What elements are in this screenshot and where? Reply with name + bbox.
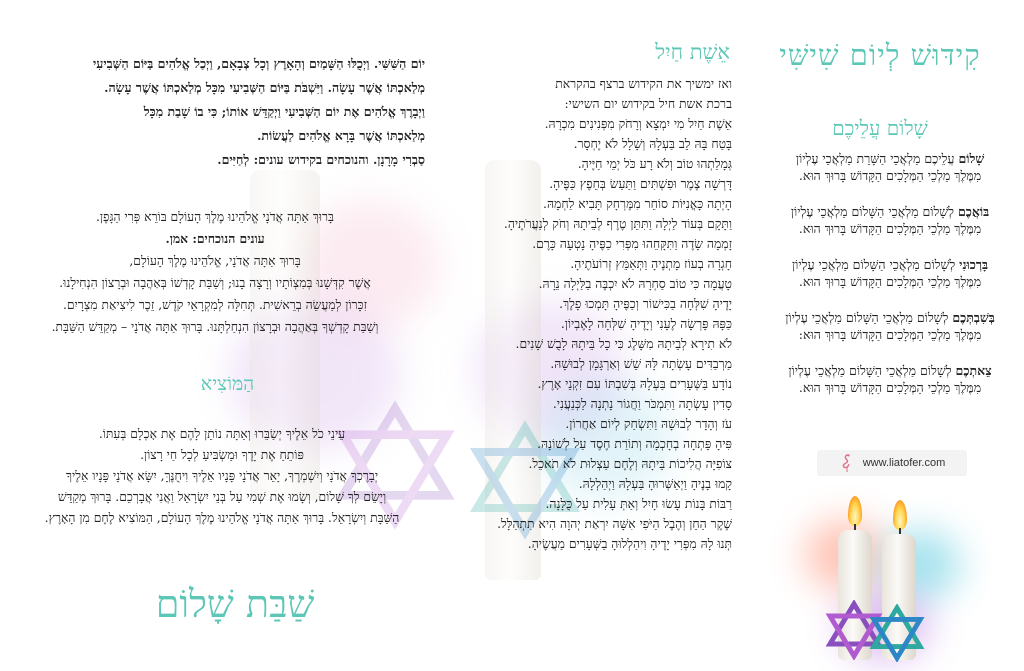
verse-line: גְּמָלַתְהוּ טוֹב וְלֹא רָע כֹּל יְמֵי חַיֶּיהָ. — [577, 157, 732, 171]
verse-4-bold: בְּשִׁבְתְּכֶם — [952, 310, 995, 325]
verse-line: נוֹדָע בַּשְּׁעָרִים בַּעְלָהּ בְּשִׁבְתּוֹ עִם זִקְנֵי אָרֶץ. — [537, 377, 732, 391]
verse-line: רַבּוֹת בָּנוֹת עָשׂוּ חָיִל וְאַתְּ עָלִית עַל כֻּלָּנָה. — [545, 497, 732, 511]
verse-5-line2: מִמֶּלֶךְ מַלְכֵי הַמְּלָכִים הַקָּדוֹשׁ בָּרוּךְ הוּא. — [798, 380, 982, 395]
verse-line: מַרְבַדִּים עָשְׂתָה לָּהּ שֵׁשׁ וְאַרְגָּמָן לְבוּשָׁהּ. — [550, 357, 732, 371]
verse-line: בָּטַח בָּהּ לֵב בַּעְלָהּ וְשָׁלָל לֹא יֶחְסָר. — [573, 137, 732, 151]
eshet-chayil-title: אֵשֶׁת חַיִל — [655, 40, 730, 64]
hamotzi-text — [7, 424, 437, 529]
motzi-line: עֵינֵי כֹל אֵלֶיךָ יְשַׂבֵּרוּ וְאַתָּה נוֹתֵן לָהֶם אֶת אָכְלָם בְּעִתּוֹ. — [98, 427, 346, 441]
verse-4-text: לְשָׁלוֹם מַלְאֲכֵי הַשָּׁלוֹם מַלְאֲכֵי עֶלְיוֹן — [785, 310, 949, 325]
intro-line-2: ברכת אשת חיל בקידוש יום השישי: — [564, 97, 732, 111]
verse-line: חָגְרָה בְעוֹז מָתְנֶיהָ וַתְּאַמֵּץ זְרוֹעֹתֶיהָ. — [570, 257, 732, 271]
shalom-aleichem-heading: שָׁלוֹם עֲלֵיכֶם — [832, 116, 928, 140]
hamotzi-title: הַמּוֹצִיא — [200, 373, 255, 395]
motzi-line: יְבָרֶכְךָ אֲדֹנָי וְיִשְׁמְרֶךָ, יָאֵר אֲדֹנָי פָּנָיו אֵלֶיךָ וִיחֻנֶּךָּ, יִשָּׂא אֲדֹנָי פָּנָיו אֵלֶיךָ — [65, 469, 379, 483]
verse-2 — [770, 203, 1010, 237]
verse-3-bold: בָּרְכוּנִי — [959, 257, 988, 272]
vayechulu-line: מְלַאכְתּוֹ אֲשֶׁר בָּרָא אֱלֹהִים לַעֲשׂוֹת. — [257, 128, 425, 143]
vayechulu-line: מְלַאכְתּוֹ אֲשֶׁר עָשָׂה. וַיִּשְׁבֹּת בַּיּוֹם הַשְּׁבִיעִי מִכָּל מְלַאכְתּוֹ אֲשֶׁר עָשָׂה. — [104, 80, 425, 95]
verse-3-line2: מִמֶּלֶךְ מַלְכֵי הַמְּלָכִים הַקָּדוֹשׁ בָּרוּךְ הוּא. — [798, 274, 982, 289]
kiddush-line: בָּרוּךְ אַתָּה אֲדֹנָי אֱלֹהֵינוּ מֶלֶךְ הָעוֹלָם בּוֹרֵא פְּרִי הַגָּפֶן. — [96, 210, 334, 224]
amen-response: עונים הנוכחים: אמן. — [165, 231, 265, 246]
shalom-aleichem-verses — [770, 150, 1010, 415]
verse-2-bold: בּוֹאֲכֶם — [958, 204, 990, 219]
website-badge[interactable] — [817, 450, 967, 476]
verse-line: לֹא תִירָא לְבֵיתָהּ מִשָּׁלֶג כִּי כָל בֵּיתָהּ לָבֻשׁ שָׁנִים. — [515, 337, 732, 351]
kiddush-title: קִידּוּשׁ לְיוֹם שִׁישִּׁי — [779, 38, 981, 72]
verse-line: עֹז וְהָדָר לְבוּשָׁהּ וַתִּשְׂחַק לְיוֹם אַחֲרוֹן. — [565, 417, 732, 431]
motzi-line: וְיָשֵׂם לְךָ שָׁלוֹם, וְשָׂמוּ אֶת שְׁמִי עַל בְּנֵי יִשְׂרָאֵל וַאֲנִי אֲבָרְכֵם. בָּרוּךְ מְקַדֵּשׁ — [57, 490, 387, 504]
verse-line: וַתָּקָם בְּעוֹד לַיְלָה וַתִּתֵּן טֶרֶף לְבֵיתָהּ וְחֹק לְנַעֲרֹתֶיהָ. — [503, 217, 732, 231]
verse-line: סָדִין עָשְׂתָה וַתִּמְכֹּר וַחֲגוֹר נָתְנָה לַכְּנַעֲנִי. — [552, 397, 732, 411]
flame-icon — [848, 496, 862, 526]
verse-line: שֶׁקֶר הַחֵן וְהֶבֶל הַיֹּפִי אִשָּׁה יִרְאַת יְהוָה הִיא תִתְהַלָּל. — [497, 517, 732, 531]
verse-5 — [770, 362, 1010, 396]
panel-eshet-chayil — [455, 0, 760, 671]
verse-1-line2: מִמֶּלֶךְ מַלְכֵי הַמְּלָכִים הַקָּדוֹשׁ בָּרוּךְ הוּא. — [798, 168, 982, 183]
panel-shalom-aleichem — [760, 0, 1024, 671]
verse-line: פִּיהָ פָּתְחָה בְחָכְמָה וְתוֹרַת חֶסֶד עַל לְשׁוֹנָהּ. — [537, 437, 732, 451]
verse-2-text: לְשָׁלוֹם מַלְאֲכֵי הַשָּׁלוֹם מַלְאֲכֵי עֶלְיוֹן — [790, 204, 955, 219]
verse-1 — [770, 150, 1010, 184]
flame-icon — [893, 500, 907, 530]
verse-line: זָמְמָה שָׂדֶה וַתִּקָּחֵהוּ מִפְּרִי כַפֶּיהָ נָטְעָה כָּרֶם. — [532, 237, 732, 251]
flamingo-icon — [839, 453, 855, 473]
vayechulu-text — [25, 52, 425, 172]
website-link[interactable]: www.liatofer.com — [862, 457, 946, 469]
vayechulu-line: וַיְבָרֶךְ אֱלֹהִים אֶת יוֹם הַשְּׁבִיעִי וַיְקַדֵּשׁ אוֹתוֹ; כִּי בוֹ שָׁבַת מִכָּל — [143, 104, 425, 119]
verse-3 — [770, 256, 1010, 290]
verse-1-bold: שָׁלוֹם — [958, 151, 985, 166]
intro-line-1: ואז ימשיך את הקידוש ברצף בהקראת — [555, 77, 732, 91]
motzi-line: פּוֹתֵחַ אֶת יָדֶךָ וּמַשְׂבִּיעַ לְכָל חַי רָצוֹן. — [140, 448, 304, 462]
verse-line: דָּרְשָׁה צֶמֶר וּפִשְׁתִּים וַתַּעַשׂ בְּחֵפֶץ כַּפֶּיהָ. — [549, 177, 732, 191]
verse-line: צוֹפִיָּה הֲלִיכוֹת בֵּיתָהּ וְלֶחֶם עַצְלוּת לֹא תֹאכֵל. — [528, 457, 732, 471]
verse-1-text: עֲלֵיכֶם מַלְאֲכֵי הַשָּׁרֵת מַלְאֲכֵי עֶלְיוֹן — [795, 151, 955, 166]
verse-5-text: לְשָׁלוֹם מַלְאֲכֵי הַשָּׁלוֹם מַלְאֲכֵי עֶלְיוֹן — [788, 363, 952, 378]
kiddush-line: זִכָּרוֹן לְמַעֲשֵׂה בְרֵאשִׁית. תְּחִלָּה לְמִקְרָאֵי קֹדֶשׁ, זֵכֶר לִיצִיאַת מִצְרָיִם. — [62, 298, 368, 312]
shabbat-shalom-footer: שַׁבַּת שָׁלוֹם — [155, 582, 315, 626]
kiddush-line: בָּרוּךְ אַתָּה אֲדֹנָי, אֱלֹהֵינוּ מֶלֶךְ הָעוֹלָם, — [129, 254, 301, 268]
panel-kiddush-motzi — [0, 0, 455, 671]
verse-line: טָעֲמָה כִּי טוֹב סַחְרָהּ לֹא יִכְבֶּה בַלַּיְלָה נֵרָהּ. — [538, 277, 732, 291]
verse-4-line2: מִמֶּלֶךְ מַלְכֵי הַמְּלָכִים הַקָּדוֹשׁ בָּרוּךְ הוּא: — [798, 327, 982, 342]
verse-line: קָמוּ בָנֶיהָ וַיְאַשְּׁרוּהָ בַּעְלָהּ וַיְהַלְלָהּ. — [578, 477, 732, 491]
motzi-line: הַשַּׁבָּת וְיִשְׂרָאֵל. בָּרוּךְ אַתָּה אֲדֹנָי אֱלֹהֵינוּ מֶלֶךְ הָעוֹלָם, הַמּוֹצִיא לֶחֶם מִן הָאָרֶץ. — [44, 511, 400, 525]
savri-maranan-line: סַבְרִי מָרָנָן. והנוכחים בקידוש עונים: לְחַיִּים. — [217, 152, 425, 167]
verse-line: יָדֶיהָ שִׁלְּחָה בַכִּישׁוֹר וְכַפֶּיהָ תָּמְכוּ פָלֶךְ. — [559, 297, 732, 311]
verse-2-line2: מִמֶּלֶךְ מַלְכֵי הַמְּלָכִים הַקָּדוֹשׁ בָּרוּךְ הוּא. — [798, 221, 982, 236]
verse-4 — [770, 309, 1010, 343]
star-of-david-icon — [868, 604, 926, 662]
kiddush-line: אֲשֶׁר קִדְּשָׁנוּ בְּמִצְוֹתָיו וְרָצָה בָנוּ; וְשַׁבַּת קָדְשׁוֹ בְּאַהֲבָה וּבְרָצוֹן הִנְחִילָנוּ. — [59, 276, 371, 290]
vayechulu-line: יוֹם הַשִּׁשִּׁי. וַיְכֻלּוּ הַשָּׁמַיִם וְהָאָרֶץ וְכָל צְבָאָם, וַיְכַל אֱלֹהִים בַּיּוֹם הַשְּׁבִיעִי — [92, 56, 425, 71]
verse-line: הָיְתָה כָּאֳנִיּוֹת סוֹחֵר מִמֶּרְחָק תָּבִיא לַחְמָהּ. — [543, 197, 732, 211]
verse-line: כַּפָּהּ פָּרְשָׂה לֶעָנִי וְיָדֶיהָ שִׁלְּחָה לָאֶבְיוֹן. — [560, 317, 732, 331]
verse-3-text: לְשָׁלוֹם מַלְאֲכֵי הַשָּׁלוֹם מַלְאֲכֵי עֶלְיוֹן — [791, 257, 956, 272]
eshet-chayil-text — [452, 74, 732, 554]
kiddush-line: וְשַׁבַּת קָדְשְׁךָ בְּאַהֲבָה וּבְרָצוֹן הִנְחַלְתָּנוּ. בָּרוּךְ אַתָּה אֲדֹנָי – מְקַדֵּשׁ הַשַּׁבָּת. — [51, 320, 379, 334]
verse-5-bold: צֵאתְכֶם — [955, 363, 992, 378]
kiddush-blessing-text — [5, 206, 425, 338]
verse-line: אֵשֶׁת חַיִל מִי יִמְצָא וְרָחֹק מִפְּנִינִים מִכְרָהּ. — [544, 117, 732, 131]
verse-line: תְּנוּ לָהּ מִפְּרִי יָדֶיהָ וִיהַלְלוּהָ בַשְּׁעָרִים מַעֲשֶׂיהָ. — [527, 537, 732, 551]
